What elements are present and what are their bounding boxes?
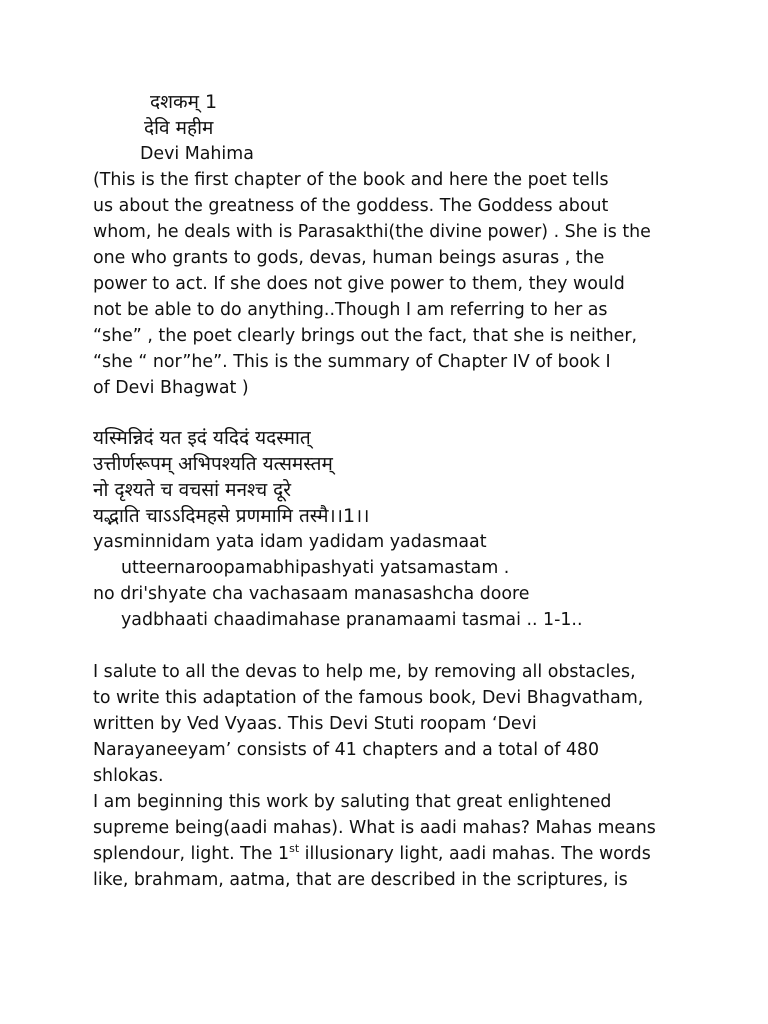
beginning-line: like, brahmam, aatma, that are described in the scriptures, is [93, 870, 628, 890]
intro-line: power to act. If she does not give power to them, they would [93, 274, 625, 294]
shloka-devanagari-line: नो दृश्यते च वचसां मनश्च दूरे [93, 479, 292, 501]
beginning-line-part: illusionary light, aadi mahas. The words [299, 844, 651, 864]
intro-line: “she “ nor”he”. This is the summary of Chapter IV of book I [93, 352, 611, 372]
intro-line: “she” , the poet clearly brings out the fact, that she is neither, [93, 326, 638, 346]
shloka-transliteration-line: yadbhaati chaadimahase pranamaami tasmai .. 1-1.. [121, 610, 583, 630]
shloka-devanagari-line: यस्मिन्निदं यत इदं यदिदं यदस्मात् [93, 427, 311, 449]
intro-line: whom, he deals with is Parasakthi(the divine power) . She is the [93, 222, 651, 242]
intro-line: us about the greatness of the goddess. The Goddess about [93, 196, 609, 216]
intro-line: one who grants to gods, devas, human beings asuras , the [93, 248, 605, 268]
beginning-line: supreme being(aadi mahas). What is aadi mahas? Mahas means [93, 818, 656, 838]
salutation-line: shlokas. [93, 766, 164, 786]
salutation-line: I salute to all the devas to help me, by removing all obstacles, [93, 662, 636, 682]
beginning-line: I am beginning this work by saluting that great enlightened [93, 792, 612, 812]
shloka-transliteration-line: utteernaroopamabhipashyati yatsamastam . [121, 558, 510, 578]
shloka-devanagari-line: उत्तीर्णरूपम् अभिपश्यति यत्समस्तम् [93, 453, 333, 475]
intro-line: (This is the first chapter of the book and here the poet tells [93, 170, 609, 190]
intro-line: not be able to do anything..Though I am referring to her as [93, 300, 608, 320]
shloka-devanagari-line: यद्भाति चाऽऽदिमहसे प्रणमामि तस्मै।।1।। [93, 505, 370, 527]
salutation-line: written by Ved Vyaas. This Devi Stuti roopam ‘Devi [93, 714, 537, 734]
salutation-line: Narayaneeyam’ consists of 41 chapters and a total of 480 [93, 740, 600, 760]
shloka-transliteration-line: yasminnidam yata idam yadidam yadasmaat [93, 532, 487, 552]
title-devanagari: देवि महीम [144, 117, 214, 139]
dashakam-heading: दशकम् 1 [150, 91, 218, 113]
ordinal-superscript: st [289, 842, 300, 856]
beginning-line-part: splendour, light. The 1 [93, 844, 290, 864]
salutation-line: to write this adaptation of the famous book, Devi Bhagvatham, [93, 688, 644, 708]
shloka-transliteration-line: no dri'shyate cha vachasaam manasashcha doore [93, 584, 530, 604]
title-latin: Devi Mahima [140, 144, 254, 164]
intro-line: of Devi Bhagwat ) [93, 378, 249, 398]
beginning-line [93, 841, 651, 867]
